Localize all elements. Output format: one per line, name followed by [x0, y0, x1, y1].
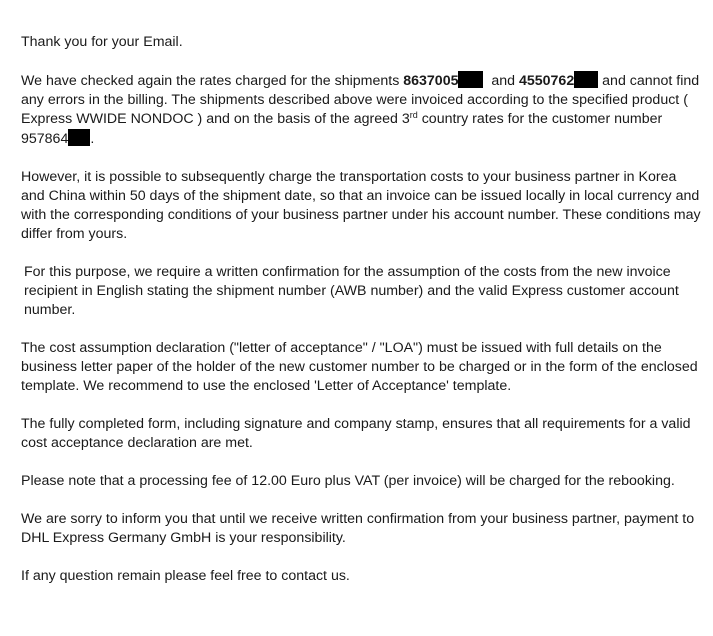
billing-text-5: . [90, 131, 95, 147]
redaction-box [574, 71, 598, 88]
ordinal-suffix: rd [409, 110, 418, 120]
rebilling-option-paragraph: However, it is possible to subsequently charge the transportation costs to your business partner in Korea and China within 50 days of the shipment date, so that an invoice can be issued locally in local currency and with the corresponding conditions of your business partner under his account number. These conditions may differ from yours. [21, 169, 701, 242]
billing-text-3: and cannot find any errors in the billing. The shipments described above were invoiced according to the specified product ( Express WWIDE NONDOC ) and on the basis of the agreed 3 [21, 73, 700, 127]
billing-text-1: We have checked again the rates charged for the shipments [21, 73, 404, 89]
redaction-box [458, 71, 483, 88]
loa-paragraph: The cost assumption declaration ("letter of acceptance" / "LOA") must be issued with full details on the business letter paper of the holder of the new customer number to be charged or in the form of the enclosed template. We recommend to use the enclosed 'Letter of Acceptance' template. [21, 340, 698, 394]
billing-text-2: and [483, 73, 519, 89]
processing-fee-paragraph: Please note that a processing fee of 12.00 Euro plus VAT (per invoice) will be charged for the rebooking. [21, 473, 675, 489]
shipment-number-2: 4550762 [518, 73, 575, 89]
billing-check-paragraph [21, 71, 701, 149]
customer-number: 957864 [21, 131, 69, 147]
shipment-number-1: 8637005 [403, 73, 459, 89]
email-body [21, 33, 701, 605]
closing-paragraph: If any question remain please feel free to contact us. [21, 568, 350, 584]
billing-text-4: country rates for the customer number [417, 111, 663, 127]
greeting-paragraph: Thank you for your Email. [21, 34, 183, 50]
confirmation-requirement-paragraph: For this purpose, we require a written confirmation for the assumption of the costs from the new invoice recipient in English stating the shipment number (AWB number) and the valid Express customer account number. [24, 264, 679, 318]
redaction-box [68, 129, 90, 146]
form-completion-paragraph: The fully completed form, including signature and company stamp, ensures that all requirements for a valid cost acceptance declaration are met. [21, 416, 691, 451]
payment-responsibility-paragraph: We are sorry to inform you that until we receive written confirmation from your business partner, payment to DHL Express Germany GmbH is your responsibility. [21, 511, 695, 546]
